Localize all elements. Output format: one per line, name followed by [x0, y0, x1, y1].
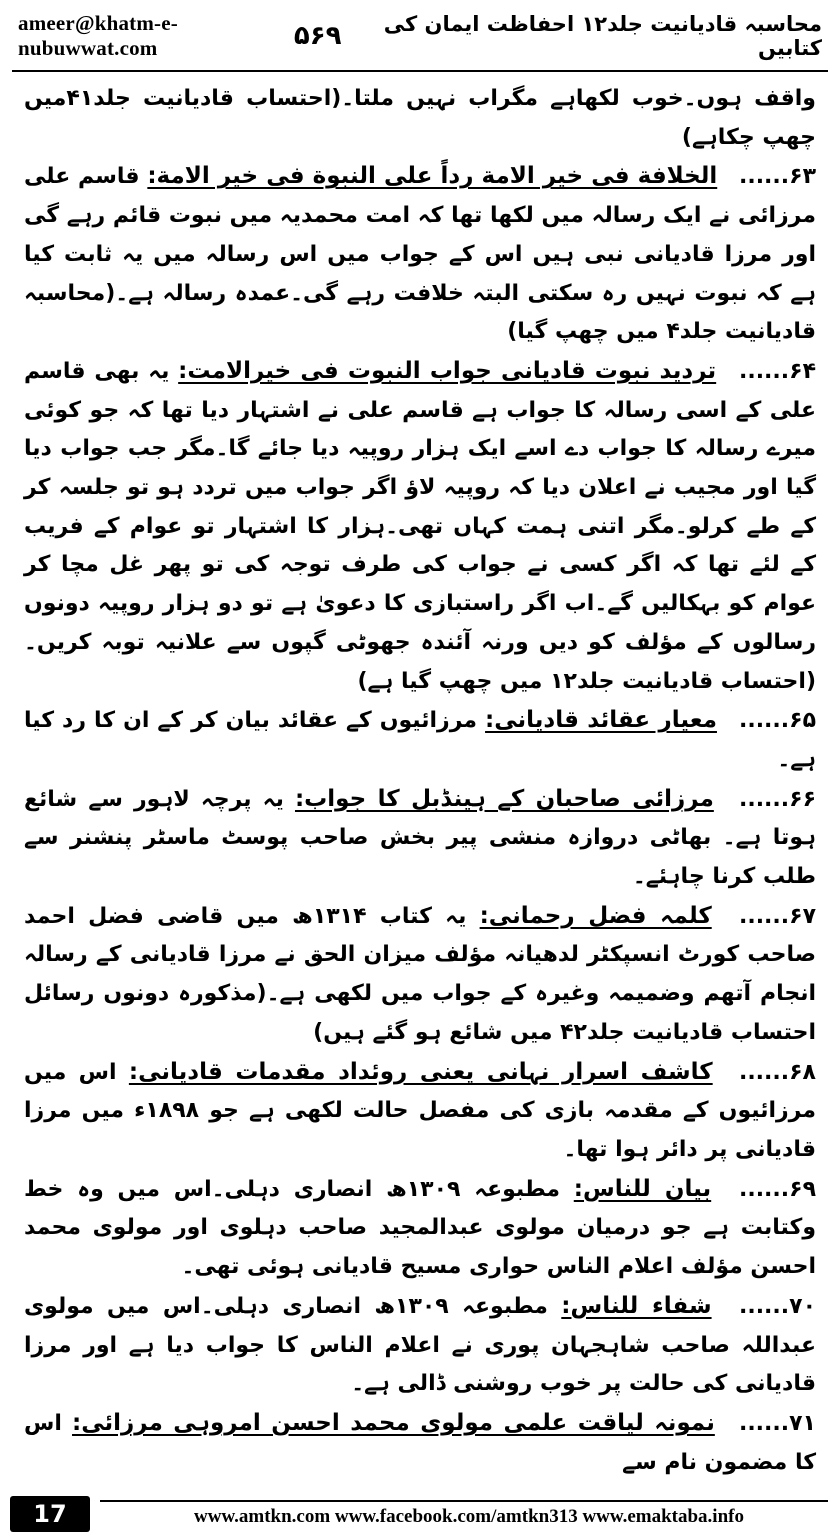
header-email: ameer@khatm-e-nubuwwat.com [18, 11, 178, 60]
item-heading: مرزائی صاحبان کے ہینڈبل کا جواب: [294, 785, 714, 812]
list-item [24, 897, 816, 1053]
item-text: اس میں مرزائیوں کے مقدمہ بازی کی مفصل حالت لکھی ہے جو ۱۸۹۸ء میں مرزا قادیانی پر دائر ہوا تھا۔ [24, 1059, 816, 1162]
list-item [24, 1053, 816, 1170]
list-item [24, 1287, 816, 1404]
item-heading: بیان للناس: [573, 1175, 712, 1202]
paragraph [24, 80, 816, 157]
item-number: ۶۷...... [738, 903, 816, 929]
header-divider [12, 70, 828, 72]
footer-divider [100, 1500, 828, 1502]
item-heading: شفاء للناس: [561, 1292, 712, 1319]
item-number: ۶۴...... [738, 358, 816, 384]
list-item [24, 780, 816, 897]
page-header [0, 0, 840, 72]
item-text: مطبوعہ ۱۳۰۹ھ انصاری دہلی۔اس میں مولوی عبداللہ صاحب شاہجہان پوری نے اعلام الناس کا جواب دیا ہے اور مرزا قادیانی کی حالت پر خوب روشنی ڈالی ہے۔ [24, 1293, 816, 1397]
item-heading: نمونہ لیاقت علمی مولوی محمد احسن امروہی مرزائی: [72, 1409, 715, 1436]
header-right [294, 12, 822, 60]
list-item [24, 701, 816, 779]
item-text: یہ بھی قاسم علی کے اسی رسالہ کا جواب ہے قاسم علی نے اشتہار دیا تھا کہ جو کوئی میرے رسالہ کا جواب دے اسے ایک ہزار روپیہ دیا جائے گا۔مگر جب جواب دیا گیا اور مجیب نے اعلان دیا کہ روپیہ لاؤ اگر جواب میں تردد ہو تو جلسہ کر کے طے کرلو۔مگر اتنی ہمت کہاں تھی۔ہزار کا اشتہار تو عوام کے فریب کے لئے تھا کہ اگر کسی نے جواب کی طرف توجہ کی تو پھر غل مچا کر عوام کو بہکالیں گے۔اب اگر راستبازی کا دعویٰ ہے تو دو ہزار روپیہ دونوں رسالوں کے مؤلف کو دیں ورنہ آئندہ جھوٹی گپوں سے علانیہ توبہ کریں۔(احتساب قادیانیت جلد۱۲ میں چھپ گیا ہے) [24, 358, 816, 694]
item-number: ۶۹...... [738, 1176, 816, 1202]
item-number: ۶۸...... [738, 1059, 816, 1085]
item-text: اس کا مضمون نام سے [24, 1410, 816, 1475]
page-footer [0, 1492, 840, 1540]
item-text: یہ کتاب ۱۳۱۴ھ میں قاضی فضل احمد صاحب کورٹ انسپکٹر لدھیانہ مؤلف میزان الحق نے مرزا قادیانی کے رسالہ انجام آتھم وضمیمہ وغیرہ کے جواب میں لکھی ہے۔(مذکورہ دونوں رسائل احتساب قادیانیت جلد۴۲ میں شائع ہو گئے ہیں) [24, 903, 816, 1045]
item-text: مرزائیوں کے عقائد بیان کر کے ان کا رد کیا ہے۔ [24, 708, 816, 772]
footer-links: www.amtkn.com www.facebook.com/amtkn313 www.emaktaba.info [194, 1506, 744, 1527]
item-number: ۶۵...... [738, 708, 816, 734]
page-body [24, 80, 816, 1482]
item-number: ۷۱...... [738, 1410, 816, 1436]
item-heading: کاشف اسرار نہانی یعنی روئداد مقدمات قادیانی: [128, 1058, 713, 1085]
item-number: ۶۳...... [738, 164, 816, 190]
item-heading: معیار عقائد قادیانی: [485, 707, 717, 734]
page-number: ۵۶۹ [293, 21, 342, 51]
item-text: یہ پرچہ لاہور سے شائع ہوتا ہے۔ بھاٹی دروازہ منشی پیر بخش صاحب پوسٹ ماسٹر پنشنر سے طلب کرنا چاہئے۔ [24, 786, 816, 890]
footer-page-label: 17 [10, 1496, 90, 1532]
list-item [24, 1170, 816, 1287]
item-heading: الخلافة فی خیر الامة رداً علی النبوة فی خیر الامة: [147, 163, 718, 190]
paragraph-text: واقف ہوں۔خوب لکھاہے مگراب نہیں ملتا۔(احتساب قادیانیت جلد۴۱میں چھپ چکاہے) [24, 86, 816, 150]
item-number: ۷۰...... [738, 1293, 816, 1319]
item-heading: کلمہ فضل رحمانی: [479, 902, 712, 929]
list-item [24, 352, 816, 701]
list-item [24, 1404, 816, 1482]
item-heading: تردید نبوت قادیانی جواب النبوت فی خیرالامت: [178, 357, 717, 384]
item-text: قاسم علی مرزائی نے ایک رسالہ میں لکھا تھا کہ امت محمدیہ میں نبوت قائم رہے گی اور مرزا قادیانی نبی ہیں اس کے جواب میں اس رسالہ میں یہ ثابت کیا ہے کہ نبوت نہیں رہ سکتی البتہ خلافت رہے گی۔عمدہ رسالہ ہے۔(محاسبہ قادیانیت جلد۴ میں چھپ گیا) [24, 164, 816, 345]
running-title: محاسبہ قادیانیت جلد۱۲ احفاظت ایمان کی کتابیں [383, 12, 822, 60]
list-item [24, 157, 816, 352]
item-text: مطبوعہ ۱۳۰۹ھ انصاری دہلی۔اس میں وہ خط وکتابت ہے جو درمیان مولوی عبدالمجید صاحب دہلوی اور مولوی محمد احسن مؤلف اعلام الناس حواری مسیح قادیانی ہوئی تھی۔ [24, 1176, 816, 1280]
item-number: ۶۶...... [738, 786, 816, 812]
